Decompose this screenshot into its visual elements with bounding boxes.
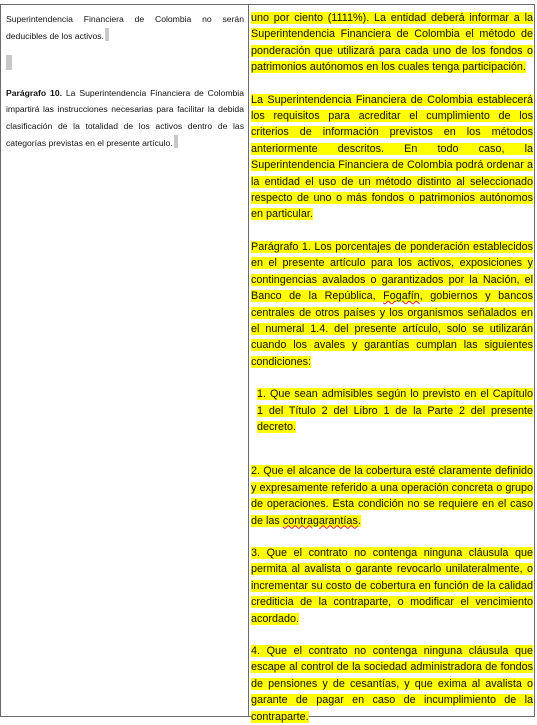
condition-4: 4. Que el contrato no contenga ninguna cláusula que escape al control de la sociedad administradora de fondos de pensiones y de cesantías, y que exima al avalista o garante de pagar en caso de incumplimiento de la contraparte. [251, 645, 533, 723]
left-paragraph-2: Parágrafo 10. La Superintendencia Financiera de Colombia impartirá las instrucciones necesarias para facilitar la debida clasificación de la totalidad de los activos dentro de las categorías previstas en el presente artículo. [6, 87, 244, 148]
column-divider [248, 5, 249, 716]
condition-2: 2. Que el alcance de la cobertura esté claramente definido y expresamente referido a una operación concreta o grupo de operaciones. Esta condición no se requiere en el caso de las contragarantías. [251, 465, 533, 527]
spelling-flag: contragarantías [282, 514, 358, 527]
comparison-table [0, 4, 535, 723]
condition-3: 3. Que el contrato no contenga ninguna cláusula que permita al avalista o garante revocarlo unilateralmente, o incrementar su costo de cobertura en función de la calidad crediticia de la contraparte, o modificar el vencimiento acordado. [251, 546, 533, 625]
paragraph-mark [6, 55, 12, 70]
right-paragraph-3: Parágrafo 1. Los porcentajes de ponderación establecidos en el presente artículo para los activos, exposiciones y contingencias avalados o garantizados por la Nación, el Banco de la República, Fogafín, gobiernos y bancos centrales de otros países y los organismos señalados en el numeral 1.4. del presente artículo, solo se utilizarán cuando los avales y garantías cumplan las siguientes condiciones: [251, 240, 533, 368]
right-paragraph-1: uno por ciento (1111%). La entidad deberá informar a la Superintendencia Financiera de Colombia el método de ponderación que utilizará para cada uno de los fondos o patrimonios autónomos en los cuales tenga participación. [251, 12, 533, 74]
paragraph-mark [174, 135, 178, 148]
left-column [6, 11, 244, 151]
right-column [251, 10, 533, 725]
spelling-flag: Fogafín [383, 290, 420, 303]
left-paragraph-1: Superintendencia Financiera de Colombia no serán deducibles de los activos. [6, 14, 244, 41]
condition-1: 1. Que sean admisibles según lo previsto en el Capítulo 1 del Título 2 del Libro 1 de la Parte 2 del presente decreto. [257, 388, 533, 433]
paragraph-mark [105, 28, 109, 41]
empty-paragraph [6, 55, 244, 74]
right-paragraph-2: La Superintendencia Financiera de Colombia establecerá los requisitos para acreditar el cumplimiento de los criterios de información previstos en los métodos anteriormente descritos. En todo caso, la Superintendencia Financiera de Colombia podrá ordenar a la entidad el uso de un método distinto al seleccionado respecto de uno o más fondos o patrimonios autónomos en particular. [251, 93, 533, 221]
paragraph-title: Parágrafo 10. [6, 87, 62, 98]
